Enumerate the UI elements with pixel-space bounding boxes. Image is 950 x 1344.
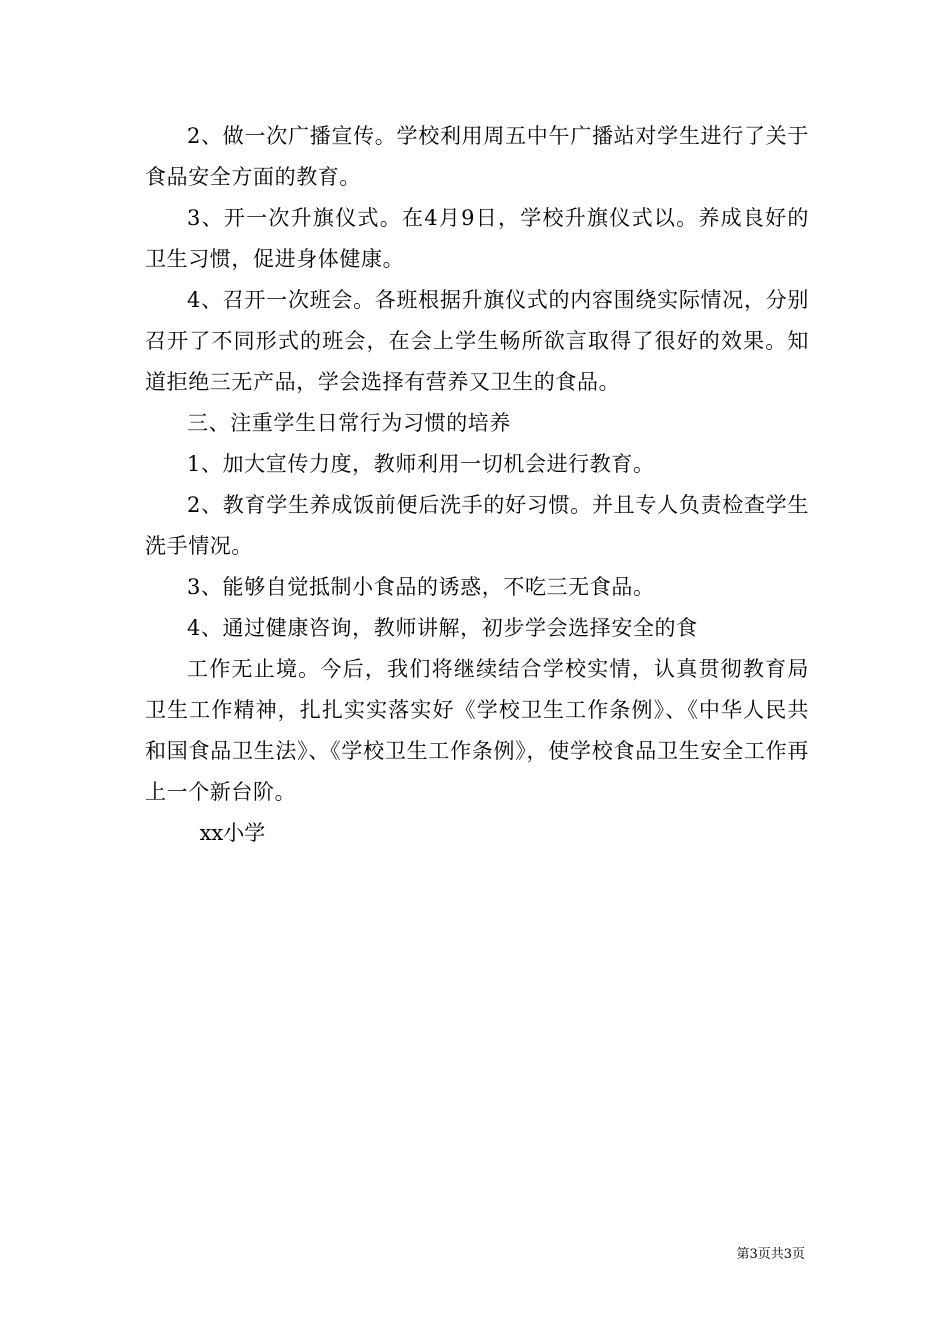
paragraph-class-meeting: 4、召开一次班会。各班根据升旗仪式的内容围绕实际情况，分别召开了不同形式的班会，在会上学生畅所欲言取得了很好的效果。知道拒绝三无产品，学会选择有营养又卫生的食品。: [145, 288, 809, 394]
paragraph-broadcast: 2、做一次广播宣传。学校利用周五中午广播站对学生进行了关于食品安全方面的教育。: [145, 124, 809, 189]
paragraph-health-consulting: 4、通过健康咨询，教师讲解，初步学会选择安全的食: [187, 616, 698, 640]
paragraph-conclusion: 工作无止境。今后，我们将继续结合学校实情，认真贯彻教育局卫生工作精神，扎扎实实落实好《学校卫生工作条例》、《中华人民共和国食品卫生法》、《学校卫生工作条例》，使学校食品卫生安全工作再上一个新台阶。: [145, 657, 809, 804]
section-heading-habits: 三、注重学生日常行为习惯的培养: [187, 411, 511, 435]
paragraph-publicity: 1、加大宣传力度，教师利用一切机会进行教育。: [187, 452, 655, 476]
page-number-footer: 第3页共3页: [736, 1247, 805, 1262]
paragraph-handwashing: 2、教育学生养成饭前便后洗手的好习惯。并且专人负责检查学生洗手情况。: [145, 493, 809, 558]
signature: xx小学: [199, 821, 266, 845]
paragraph-flag-ceremony: 3、开一次升旗仪式。在4月9日，学校升旗仪式以。养成良好的卫生习惯，促进身体健康。: [145, 206, 809, 271]
document-body: [145, 116, 809, 854]
paragraph-snacks: 3、能够自觉抵制小食品的诱惑，不吃三无食品。: [187, 575, 655, 599]
